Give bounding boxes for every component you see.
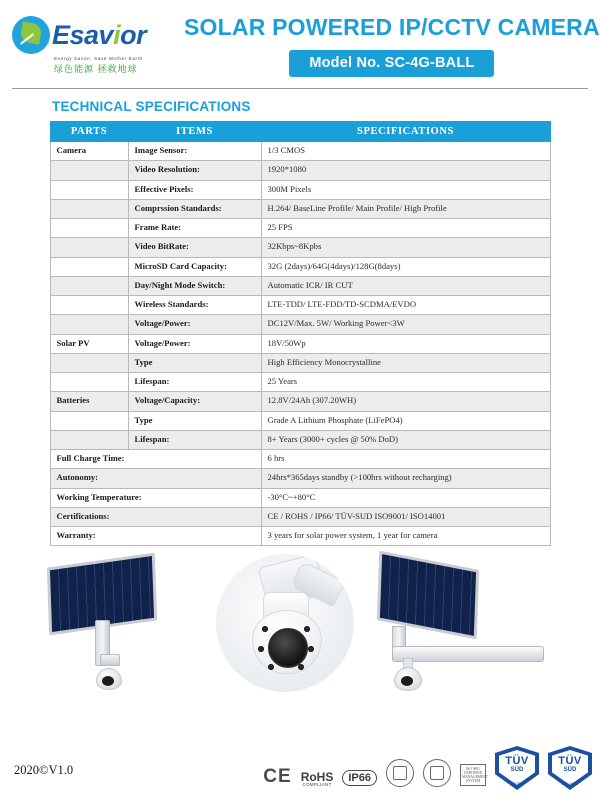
table-row — [50, 507, 550, 526]
cell-item: Effective Pixels: — [128, 180, 261, 199]
tuv-sud-iso14001-icon: TÜV SÜD ISO 14001 — [548, 746, 592, 790]
cell-part — [50, 276, 128, 295]
certification-marks — [263, 746, 592, 790]
cell-value: H.264/ BaseLine Profile/ Main Profile/ High Profile — [261, 199, 550, 218]
cell-item: Lifespan: — [128, 430, 261, 449]
cell-part — [50, 257, 128, 276]
table-row — [50, 527, 550, 546]
logo-wordmark — [52, 19, 147, 50]
brand-logo — [12, 10, 184, 75]
table-row — [50, 296, 550, 315]
cell-item: Warranty: — [50, 527, 261, 546]
table-header-row — [50, 122, 550, 142]
cell-part — [50, 219, 128, 238]
cell-value: 25 FPS — [261, 219, 550, 238]
header-divider — [12, 88, 588, 89]
column-header-specifications: SPECIFICATIONS — [261, 122, 550, 142]
cell-item: Working Temperature: — [50, 488, 261, 507]
center-camera-closeup — [216, 554, 354, 692]
tuv-sud-iso9001-icon: TÜV SÜD ISO 9001 — [495, 746, 539, 790]
table-row — [50, 276, 550, 295]
cell-value: DC12V/Max. 5W/ Working Power<3W — [261, 315, 550, 334]
left-dome-camera — [93, 660, 123, 690]
cell-part: Camera — [50, 142, 128, 161]
cell-item: Lifespan: — [128, 373, 261, 392]
logo-row — [12, 16, 184, 54]
table-row — [50, 411, 550, 430]
cell-item: Voltage/Power: — [128, 315, 261, 334]
cell-part — [50, 180, 128, 199]
logo-tagline-en: Energy Savior, Save Mother Earth — [54, 56, 143, 61]
column-header-items: ITEMS — [128, 122, 261, 142]
cell-item: Full Charge Time: — [50, 450, 261, 469]
cell-item: Type — [128, 411, 261, 430]
table-row — [50, 199, 550, 218]
cell-value: 25 Years — [261, 373, 550, 392]
right-dome-camera — [392, 658, 422, 692]
product-photos — [0, 554, 600, 694]
weatherproof-icon — [386, 759, 414, 787]
page-title: SOLAR POWERED IP/CCTV CAMERA — [184, 14, 600, 40]
cell-value: 3 years for solar power system, 1 year for camera — [261, 527, 550, 546]
model-badge: Model No. SC-4G-BALL — [289, 50, 494, 77]
iso-certified-badge: ISO 9001 CERTIFIED MANAGEMENT SYSTEM — [460, 764, 486, 786]
section-title: TECHNICAL SPECIFICATIONS — [52, 99, 251, 114]
table-row — [50, 373, 550, 392]
cell-item: Autonomy: — [50, 469, 261, 488]
cell-item: Image Sensor: — [128, 142, 261, 161]
cell-part — [50, 199, 128, 218]
cell-value: 12.8V/24Ah (307.20WH) — [261, 392, 550, 411]
logo-word-highlight: i — [113, 19, 121, 50]
logo-tagline-cn: 绿色能源 拯救地球 — [54, 64, 138, 74]
table-row — [50, 142, 550, 161]
cell-item: Type — [128, 353, 261, 372]
table-row — [50, 392, 550, 411]
cell-value: 6 hrs — [261, 450, 550, 469]
cell-value: High Efficiency Monocrystalline — [261, 353, 550, 372]
version-label: 2020©V1.0 — [14, 763, 74, 777]
table-row — [50, 315, 550, 334]
cell-item: Video Resolution: — [128, 161, 261, 180]
cell-part — [50, 411, 128, 430]
cell-value: Automatic ICR/ IR CUT — [261, 276, 550, 295]
page-header — [0, 0, 600, 86]
cell-item: Wireless Standards: — [128, 296, 261, 315]
logo-word-suffix: or — [120, 19, 147, 50]
table-row — [50, 334, 550, 353]
cell-value: 1/3 CMOS — [261, 142, 550, 161]
specifications-table — [50, 121, 551, 546]
table-row — [50, 353, 550, 372]
table-row — [50, 450, 550, 469]
table-row — [50, 488, 550, 507]
cell-value: 1920*1080 — [261, 161, 550, 180]
cell-value: 32Kbps~8Kpbs — [261, 238, 550, 257]
cell-value: 24hrs*365days standby (>100hrs without recharging) — [261, 469, 550, 488]
cell-item: Comprssion Standards: — [128, 199, 261, 218]
cell-value: CE / ROHS / IP66/ TÜV-SUD ISO9001/ ISO14001 — [261, 507, 550, 526]
cell-part — [50, 238, 128, 257]
cell-value: -30°C~+80°C — [261, 488, 550, 507]
table-row — [50, 219, 550, 238]
cell-value: 8+ Years (3000+ cycles @ 50% DoD) — [261, 430, 550, 449]
rohs-mark-icon: RoHS COMPLIANT — [300, 769, 334, 788]
cell-part — [50, 161, 128, 180]
cell-item: Certifications: — [50, 507, 261, 526]
cell-item: Video BitRate: — [128, 238, 261, 257]
cell-part — [50, 373, 128, 392]
cell-value: 32G (2days)/64G(4days)/128G(8days) — [261, 257, 550, 276]
table-row — [50, 161, 550, 180]
cell-item: Day/Night Mode Switch: — [128, 276, 261, 295]
cell-part — [50, 315, 128, 334]
cell-part: Batteries — [50, 392, 128, 411]
ce-mark-icon: CE — [263, 766, 292, 787]
table-row — [50, 469, 550, 488]
column-header-parts: PARTS — [50, 122, 128, 142]
table-row — [50, 430, 550, 449]
cell-item: Voltage/Power: — [128, 334, 261, 353]
title-block — [184, 10, 600, 77]
table-row — [50, 238, 550, 257]
cell-value: 300M Pixels — [261, 180, 550, 199]
table-row — [50, 257, 550, 276]
cell-part — [50, 353, 128, 372]
cell-value: Grade A Lithium Phosphate (LiFePO4) — [261, 411, 550, 430]
leaf-globe-icon — [12, 16, 50, 54]
cell-item: MicroSD Card Capacity: — [128, 257, 261, 276]
cell-part: Solar PV — [50, 334, 128, 353]
logo-word-prefix: Esav — [52, 19, 114, 50]
ip66-mark-icon: IP66 — [342, 770, 377, 786]
cell-value: LTE-TDD/ LTE-FDD/TD-SCDMA/EVDO — [261, 296, 550, 315]
cell-item: Frame Rate: — [128, 219, 261, 238]
cell-value: 18V/50Wp — [261, 334, 550, 353]
table-row — [50, 180, 550, 199]
recycle-icon — [423, 759, 451, 787]
page-footer — [0, 744, 600, 800]
cell-item: Voltage/Capacity: — [128, 392, 261, 411]
cell-part — [50, 296, 128, 315]
cell-part — [50, 430, 128, 449]
